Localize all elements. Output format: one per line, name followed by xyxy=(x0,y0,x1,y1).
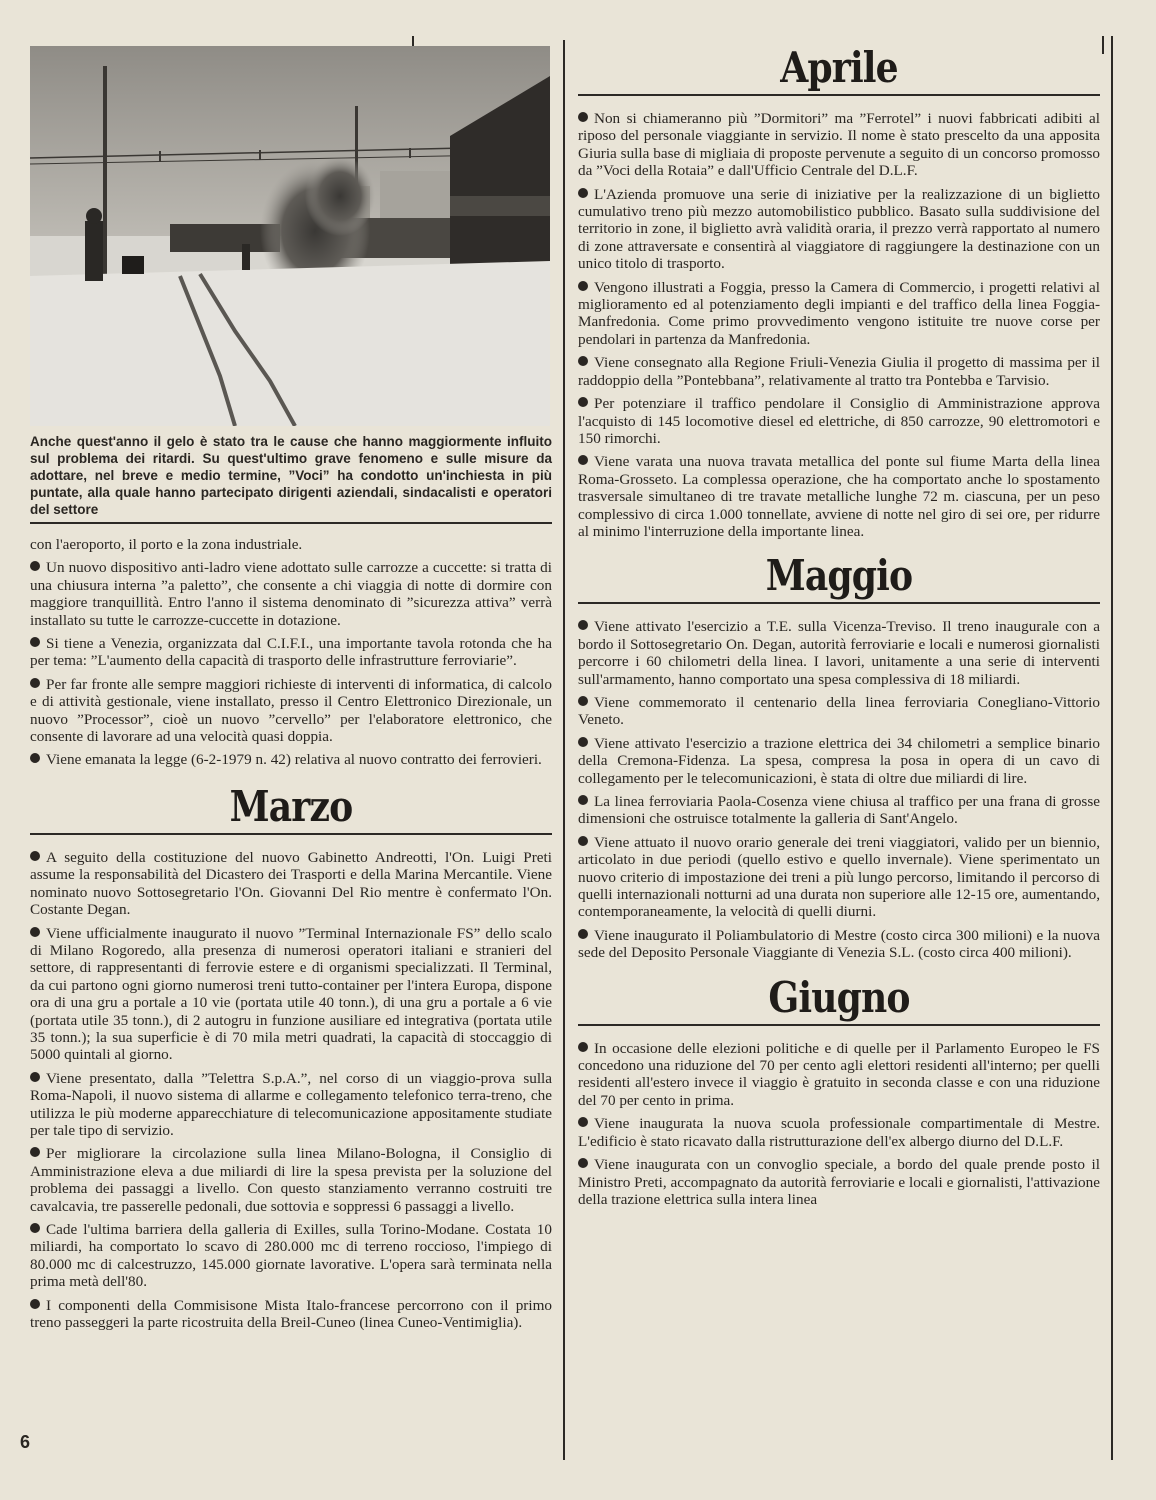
section-rule xyxy=(578,1024,1100,1026)
right-border-rule xyxy=(1111,36,1113,1460)
list-item: Viene varata una nuova travata metallica del ponte sul fiume Marta della linea Roma-Grosseto. La complessa operazione, che ha comportato anche lo spostamento trasversale simultaneo di tre travate metalliche lunghe 72 m. ciascuna, per un peso complessivo di circa 1.000 tonnellate, avviene di notte nel giro di sei ore, per ridurre al minimo l'interruzione della importante linea. xyxy=(578,453,1100,540)
list-item: Un nuovo dispositivo anti-ladro viene adottato sulle carrozze a cuccette: si tratta di una chiusura interna ”a paletto”, che consente a chi viaggia di notte di dormire con maggiore tranquillità. Entro l'anno il sistema denominato di ”sicurezza attiva” verrà installato su tutte le carrozze-cuccette in dotazione. xyxy=(30,559,552,629)
bullet-icon xyxy=(578,281,588,291)
section-rule xyxy=(578,94,1100,96)
list-item: Viene inaugurata la nuova scuola professionale compartimentale di Mestre. L'edificio è stato ricavato dalla ristrutturazione dell'ex albergo diurno del D.L.F. xyxy=(578,1115,1100,1150)
list-item: Cade l'ultima barriera della galleria di Exilles, sulla Torino-Modane. Costata 10 miliardi, ha comportato lo scavo di 280.000 mc di terreno roccioso, l'impiego di 80.000 mc di calcestruzzo, 145.000 giornate lavorative. L'opera sarà terminata nella prima metà dell'80. xyxy=(30,1221,552,1291)
bullet-icon xyxy=(30,1147,40,1157)
bullet-icon xyxy=(30,637,40,647)
list-item: Viene emanata la legge (6-2-1979 n. 42) relativa al nuovo contratto dei ferrovieri. xyxy=(30,751,552,768)
bullet-icon xyxy=(30,1299,40,1309)
bullet-icon xyxy=(30,927,40,937)
list-item: Viene presentato, dalla ”Telettra S.p.A.”, nel corso di un viaggio-prova sulla Roma-Napoli, il nuovo sistema di allarme e collegamento telefonico terra-treno, che utilizza le più moderne apparecchiature di telecomunicazione appositamente studiate per tale tipo di servizio. xyxy=(30,1069,552,1139)
list-item: In occasione delle elezioni politiche e di quelle per il Parlamento Europeo le FS concedono una riduzione del 70 per cento agli elettori residenti all'interno; per quelli residenti all'estero invece il viaggio è gratuito in seconda classe e con una riduzione del 70 per cento in prima. xyxy=(578,1039,1100,1109)
bullet-icon xyxy=(30,1223,40,1233)
bullet-icon xyxy=(578,397,588,407)
bullet-icon xyxy=(578,795,588,805)
list-item: Si tiene a Venezia, organizzata dal C.I.F.I., una importante tavola rotonda che ha per tema: ”L'aumento della capacità di trasporto delle infrastrutture ferroviarie”. xyxy=(30,635,552,670)
caption-divider xyxy=(30,522,552,524)
list-item: L'Azienda promuove una serie di iniziative per la realizzazione di un biglietto cumulativo treno più mezzo automobilistico pubblico. Basato sulla suddivisione del territorio in zone, il biglietto avrà validità oraria, il prezzo verrà rapportato al numero di zone attraversate e consentirà al viaggiatore di raggiungere la destinazione con un unico titolo di trasporto. xyxy=(578,185,1100,273)
bullet-icon xyxy=(30,753,40,763)
bullet-icon xyxy=(578,836,588,846)
list-item: Viene inaugurato il Poliambulatorio di Mestre (costo circa 300 milioni) e la nuova sede del Deposito Personale Viaggiante di Venezia S.L. (costo circa 400 milioni). xyxy=(578,926,1100,962)
bullet-icon xyxy=(578,1158,588,1168)
section-rule xyxy=(578,602,1100,604)
bullet-icon xyxy=(578,356,588,366)
section-title-giugno: Giugno xyxy=(768,972,910,1022)
bullet-icon xyxy=(30,1072,40,1082)
bullet-icon xyxy=(578,737,588,747)
list-item: Viene consegnato alla Regione Friuli-Venezia Giulia il progetto di massima per il raddoppio della ”Pontebbana”, relativamente al tratto tra Pontebba e Tarvisio. xyxy=(578,354,1100,389)
continuation-text: con l'aeroporto, il porto e la zona industriale. xyxy=(30,536,303,553)
list-item: Viene attivato l'esercizio a trazione elettrica dei 34 chilometri a semplice binario della Cremona-Fidenza. La spesa, compresa la posa in opera di un cavo di collegamento per le telecomunicazioni, è stata di oltre due miliardi di lire. xyxy=(578,734,1100,787)
list-item: Viene attuato il nuovo orario generale dei treni viaggiatori, valido per un biennio, articolato in due periodi (quello estivo e quello invernale). Viene sperimentato un nuovo criterio di impostazione dei treni a più lungo percorso, limitando il percorso di quelli internazionali notturni ad una durata non superiore alle 12-15 ore, aumentando, contemporaneamente, la velocità di quelli diurni. xyxy=(578,833,1100,921)
right-column xyxy=(578,44,1100,1214)
list-item: Per far fronte alle sempre maggiori richieste di interventi di informatica, di calcolo e di attività gestionale, viene installato, presso il Centro Elettronico Direzionale, un nuovo ”Processor”, cioè un nuovo ”cervello” per l'elaboratore elettronico, che consente di lavorare ad una velocità quasi doppia. xyxy=(30,675,552,746)
bullet-icon xyxy=(578,696,588,706)
section-rule xyxy=(30,833,552,835)
list-item: Per migliorare la circolazione sulla linea Milano-Bologna, il Consiglio di Amministrazione eleva a due miliardi di lire la spesa prevista per la soluzione del problema dei passaggi a livello. Con questo stanziamento verranno costruiti tre cavalcavia, tre passerelle pedonali, due sottovia e soppressi 6 passaggi a livello. xyxy=(30,1145,552,1215)
list-item: Vengono illustrati a Foggia, presso la Camera di Commercio, i progetti relativi al miglioramento ed al potenziamento degli impianti e del traffico della linea Foggia-Manfredonia. Come primo provvedimento vengono istituite tre nuove corse per pendolari in partenza da Manfredonia. xyxy=(578,278,1100,348)
list-item: La linea ferroviaria Paola-Cosenza viene chiusa al traffico per una frana di grosse dimensioni che ostruisce totalmente la galleria di Sant'Angelo. xyxy=(578,793,1100,828)
bullet-icon xyxy=(30,561,40,571)
section-title-aprile: Aprile xyxy=(780,43,898,92)
top-tick-mark xyxy=(1102,36,1104,54)
page-number: 6 xyxy=(20,1432,31,1452)
section-title-maggio: Maggio xyxy=(765,551,913,601)
section-title-marzo: Marzo xyxy=(229,781,353,831)
list-item: Viene inaugurata con un convoglio speciale, a bordo del quale prende posto il Ministro Preti, accompagnato da autorità ferroviarie e locali e giornalisti, l'attivazione della trazione elettrica sulla intera linea xyxy=(578,1156,1100,1208)
list-item: Viene ufficialmente inaugurato il nuovo ”Terminal Internazionale FS” dello scalo di Milano Rogoredo, alla presenza di numerosi operatori italiani e stranieri del settore, di rappresentanti di ferrovie estere e di organismi specializzati. Il Terminal, da cui partono ogni giorno numerosi treni tutto-container per l'intera Europa, dispone ora di una gru a portale a 10 vie (portata utile 40 tonn.), di una gru a portale a 6 vie (portata utile 35 tonn.), di 2 autogru in funzione ausiliare ed integrativa (portata utile 35 tonn.); la sua superficie è di 70 mila metri quadrati, la capacità di stoccaggio di 5000 quintali al giorno. xyxy=(30,924,552,1064)
list-item: Viene attivato l'esercizio a T.E. sulla Vicenza-Treviso. Il treno inaugurale con a bordo il Sottosegretario On. Degan, autorità ferroviarie e locali e numerosi giornalisti percorre i 60 chilometri della linea. I lavori, unitamente a una serie di interventi sull'armamento, hanno comportato una spesa complessiva di 18 miliardi. xyxy=(578,618,1100,688)
bullet-icon xyxy=(578,1042,588,1052)
list-item: Per potenziare il traffico pendolare il Consiglio di Amministrazione approva l'acquisto di 145 locomotive diesel ed elettriche, di 850 carrozze, 90 elettromotori e 150 rimorchi. xyxy=(578,395,1100,447)
photo-caption: Anche quest'anno il gelo è stato tra le cause che hanno maggiormente influito sul problema dei ritardi. Su quest'ultimo grave fenomeno e sulle misure da adottare, nel breve e medio termine, ”Voci” ha condotto un'inchiesta in più puntate, alla quale hanno partecipato dirigenti aziendali, sindacalisti e operatori del settore xyxy=(30,434,552,517)
list-item: Non si chiameranno più ”Dormitori” ma ”Ferrotel” i nuovi fabbricati adibiti al riposo del personale viaggiante in servizio. Il nome è stato prescelto da una apposita Giuria sulla base di migliaia di proposte pervenute a seguito di un concorso promosso da ”Voci della Rotaia” e dall'Ufficio Centrale del D.L.F. xyxy=(578,110,1100,180)
snow-railway-photo xyxy=(30,46,550,426)
left-column xyxy=(30,536,552,1337)
list-item: I componenti della Commisisone Mista Italo-francese percorrono con il primo treno passeggeri la parte ricostruita della Breil-Cuneo (linea Cuneo-Ventimiglia). xyxy=(30,1296,552,1332)
bullet-icon xyxy=(30,678,40,688)
column-divider xyxy=(563,40,565,1460)
list-item: A seguito della costituzione del nuovo Gabinetto Andreotti, l'On. Luigi Preti assume la responsabilità del Dicastero dei Trasporti e della Marina Mercantile. Viene nominato nuovo Sottosegretario l'On. Giovanni Del Rio mentre è confermato l'On. Costante Degan. xyxy=(30,848,552,919)
list-item: Viene commemorato il centenario della linea ferroviaria Conegliano-Vittorio Veneto. xyxy=(578,693,1100,729)
bullet-icon xyxy=(578,1117,588,1127)
bullet-icon xyxy=(578,455,588,465)
bullet-icon xyxy=(578,112,588,122)
bullet-icon xyxy=(578,188,588,198)
bullet-icon xyxy=(578,620,588,630)
bullet-icon xyxy=(30,851,40,861)
bullet-icon xyxy=(578,929,588,939)
